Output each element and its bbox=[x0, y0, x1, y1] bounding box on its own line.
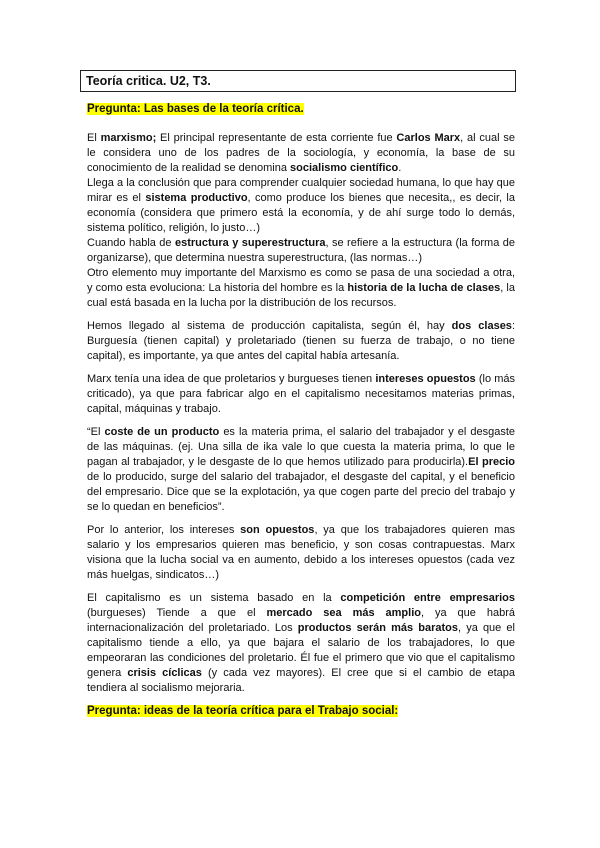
paragraph-lucha-clases: Otro elemento muy importante del Marxismo es como se pasa de una sociedad a otra, y como esta evoluciona: La historia del hombre es la historia de la lucha de clases, la cual está basada en la lucha por la distribución de los recursos. bbox=[87, 267, 515, 309]
paragraph-coste-producto: “El coste de un producto es la materia prima, el salario del trabajador y el desgaste de las máquinas. (ej. Una silla de ika vale lo que cuesta la materia prima, lo que le pagan al trabajador, y le desgaste de lo que hemos utilizado para producirla).El precio de lo producido, surge del salario del trabajador, el desgaste del capital, y el beneficio del empresario. Dice que se la explotación, ya que cogen parte del precio del trabajo y se lo quedan en beneficios”. bbox=[87, 426, 516, 513]
paragraph-marxismo: El marxismo; El principal representante de esta corriente fue Carlos Marx, al cual se le considera uno de los padres de la sociología, y economía, la base de su conocimiento de la realidad se denomina socialismo científico. bbox=[87, 132, 515, 174]
question-heading-2 bbox=[87, 704, 515, 719]
question-highlight-2: Pregunta: ideas de la teoría crítica para el Trabajo social: bbox=[87, 705, 399, 717]
paragraph-sistema-productivo: Llega a la conclusión que para comprender cualquier sociedad humana, lo que hay que mirar es el sistema productivo, como produce los bienes que necesita,, es decir, la economía (considera que primero está la economía, y de ahí surge todo lo demás, sistema político, religión, lo justo…) bbox=[87, 177, 515, 234]
document-title: Teoría critica. U2, T3. bbox=[80, 70, 516, 92]
paragraph-estructura: Cuando habla de estructura y superestructura, se refiere a la estructura (la forma de organizarse), que determina nuestra superestructura, (las normas…) bbox=[87, 237, 515, 264]
question-heading-1 bbox=[87, 102, 515, 117]
question-highlight-1: Pregunta: Las bases de la teoría crítica. bbox=[87, 103, 304, 115]
paragraph-capitalismo: El capitalismo es un sistema basado en la competición entre empresarios (burgueses) Tiende a que el mercado sea más amplio, ya que habrá internacionalización del proletariado. Los productos serán más baratos, ya que el capitalismo tiende a ello, ya que bajara el salario de los trabajadores, lo que empeoraran las condiciones del proletario. Él fue el primero que vio que el capitalismo genera crisis cíclicas (y cada vez mayores). El cree que si el cambio de etapa tendiera al socialismo mejoraria. bbox=[87, 592, 516, 694]
paragraph-son-opuestos: Por lo anterior, los intereses son opuestos, ya que los trabajadores quieren mas salario y los empresarios quieren mas beneficio, y son cosas contrapuestas. Marx visiona que la lucha social va en aumento, debido a los intereses opuestos (cada vez más huelgas, sindicatos…) bbox=[87, 524, 515, 581]
paragraph-dos-clases: Hemos llegado al sistema de producción capitalista, según él, hay dos clases: Burguesía (tienen capital) y proletariado (tienen su fuerza de trabajo, o no tiene capital), es importante, ya que antes del capital había artesanía. bbox=[87, 320, 515, 362]
paragraph-intereses-opuestos: Marx tenía una idea de que proletarios y burgueses tienen intereses opuestos (lo más criticado), ya que para fabricar algo en el capitalismo necesitamos materias primas, capital, máquinas y trabajo. bbox=[87, 373, 515, 415]
document-body bbox=[87, 102, 515, 733]
